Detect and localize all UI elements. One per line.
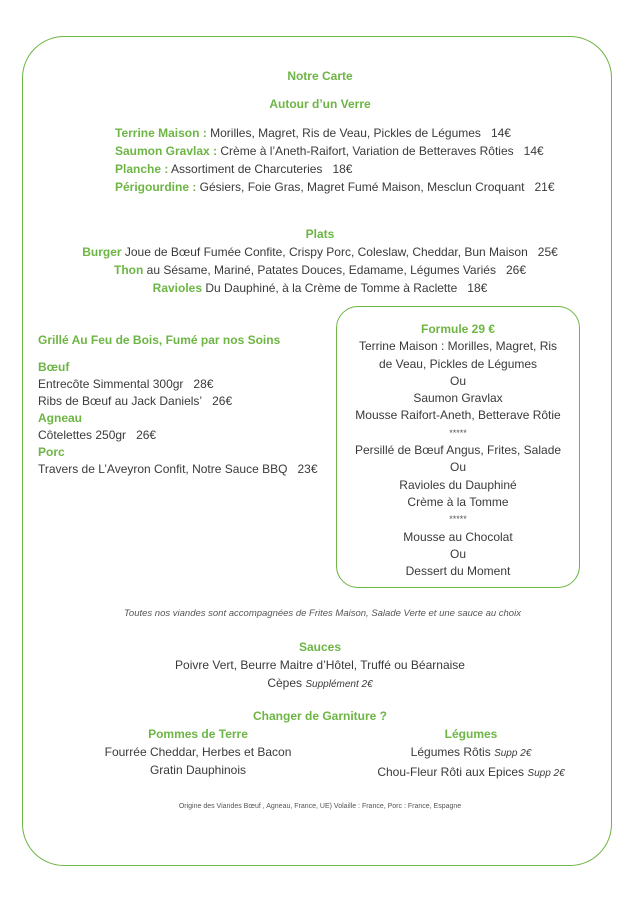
grill-group-title: Bœuf <box>38 360 70 374</box>
menu-item <box>38 376 318 393</box>
menu-item <box>115 178 555 196</box>
garniture-item <box>360 763 582 783</box>
item-desc: Crème à l’Aneth-Raifort, Variation de Betteraves Rôties <box>217 144 514 158</box>
section-title-grill: Grillé Au Feu de Bois, Fumé par nos Soins <box>38 333 281 347</box>
formule-line: Saumon Gravlax <box>413 391 503 406</box>
item-price: 21€ <box>534 180 555 194</box>
garniture-item <box>360 743 582 763</box>
item-name: Burger <box>82 245 122 259</box>
item-desc: Ribs de Bœuf au Jack Daniels’ <box>38 394 203 408</box>
legumes-title: Légumes <box>444 727 498 741</box>
origin-note: Origine des Viandes Bœuf , Agneau, France, UE) Volaille : France, Porc : France, Espagne <box>178 803 462 810</box>
grill-group-title: Agneau <box>38 411 83 425</box>
item-desc: au Sésame, Mariné, Patates Douces, Edamame, Légumes Variés <box>143 263 496 277</box>
formule-line: de Veau, Pickles de Légumes <box>378 356 538 371</box>
item-price: 14€ <box>523 144 544 158</box>
item-name: Saumon Gravlax : <box>115 144 218 158</box>
supplement-note: Supp 2€ <box>494 748 532 759</box>
grill-list <box>38 359 318 478</box>
item-price: 26€ <box>505 263 526 277</box>
item-desc: Assortiment de Charcuteries <box>168 162 323 176</box>
formule-line: Ou <box>449 460 466 475</box>
legume-name: Chou-Fleur Rôti aux Epices <box>377 765 525 779</box>
item-name: Thon <box>114 263 144 277</box>
menu-item <box>0 261 640 279</box>
grill-group-title: Porc <box>38 445 65 459</box>
menu-item <box>115 160 555 178</box>
formule-line: Dessert du Moment <box>405 564 511 579</box>
item-name: Planche : <box>115 162 169 176</box>
menu-item <box>38 461 318 478</box>
item-desc: Travers de L’Aveyron Confit, Notre Sauce BBQ <box>38 462 288 476</box>
item-desc: Morilles, Magret, Ris de Veau, Pickles de Légumes <box>206 126 481 140</box>
sauces-line-2 <box>0 674 640 694</box>
item-desc: Gésiers, Foie Gras, Magret Fumé Maison, Mesclun Croquant <box>196 180 525 194</box>
item-price: 23€ <box>297 462 318 476</box>
sauces-line: Poivre Vert, Beurre Maitre d’Hôtel, Truffé ou Béarnaise <box>175 658 465 672</box>
supplement-note: Supplément 2€ <box>305 679 373 690</box>
formule-title: Formule 29 € <box>420 322 496 336</box>
menu-item <box>38 427 318 444</box>
garniture-item: Gratin Dauphinois <box>149 763 247 777</box>
apero-list <box>115 124 555 196</box>
section-title-garniture: Changer de Garniture ? <box>252 709 388 723</box>
menu-item <box>115 124 555 142</box>
item-price: 28€ <box>193 377 214 391</box>
formule-line: Terrine Maison : Morilles, Magret, Ris <box>358 339 558 354</box>
formule-line: Crème à la Tomme <box>407 494 509 509</box>
section-title-apero: Autour d’un Verre <box>269 97 371 111</box>
supplement-note: Supp 2€ <box>527 768 565 779</box>
pommes-title: Pommes de Terre <box>148 727 248 741</box>
sauce-cepes: Cèpes <box>267 676 303 690</box>
formule-line: Ou <box>449 373 466 388</box>
menu-item <box>0 243 640 261</box>
pommes-column <box>60 725 336 779</box>
page-title: Notre Carte <box>287 69 353 83</box>
formule-separator: ***** <box>449 514 467 525</box>
item-price: 18€ <box>332 162 353 176</box>
menu-item <box>38 393 318 410</box>
item-desc: Joue de Bœuf Fumée Confite, Crispy Porc, Coleslaw, Cheddar, Bun Maison <box>121 245 528 259</box>
item-name: Périgourdine : <box>115 180 197 194</box>
item-desc: Du Dauphiné, à la Crème de Tomme à Raclette <box>202 281 458 295</box>
item-price: 26€ <box>136 428 157 442</box>
garniture-item: Fourrée Cheddar, Herbes et Bacon <box>104 745 292 759</box>
item-desc: Entrecôte Simmental 300gr <box>38 377 184 391</box>
formule-box <box>336 306 580 588</box>
menu-item <box>0 279 640 297</box>
section-title-sauces: Sauces <box>298 640 342 654</box>
item-desc: Côtelettes 250gr <box>38 428 127 442</box>
meat-note: Toutes nos viandes sont accompagnées de Frites Maison, Salade Verte et une sauce au choix <box>124 608 521 619</box>
formule-line: Mousse au Chocolat <box>403 529 513 544</box>
legumes-column <box>360 725 582 783</box>
item-price: 18€ <box>467 281 488 295</box>
formule-line: Persillé de Bœuf Angus, Frites, Salade <box>354 443 562 458</box>
item-name: Ravioles <box>152 281 203 295</box>
item-name: Terrine Maison : <box>115 126 207 140</box>
section-title-plats: Plats <box>305 227 335 241</box>
item-price: 25€ <box>537 245 558 259</box>
legume-name: Légumes Rôtis <box>410 745 491 759</box>
formule-line: Ou <box>449 546 466 561</box>
item-price: 26€ <box>212 394 233 408</box>
formule-line: Mousse Raifort-Aneth, Betterave Rôtie <box>355 408 561 423</box>
plats-list <box>0 243 640 297</box>
formule-separator: ***** <box>449 427 467 438</box>
formule-line: Ravioles du Dauphiné <box>399 477 517 492</box>
item-price: 14€ <box>490 126 511 140</box>
menu-item <box>115 142 555 160</box>
